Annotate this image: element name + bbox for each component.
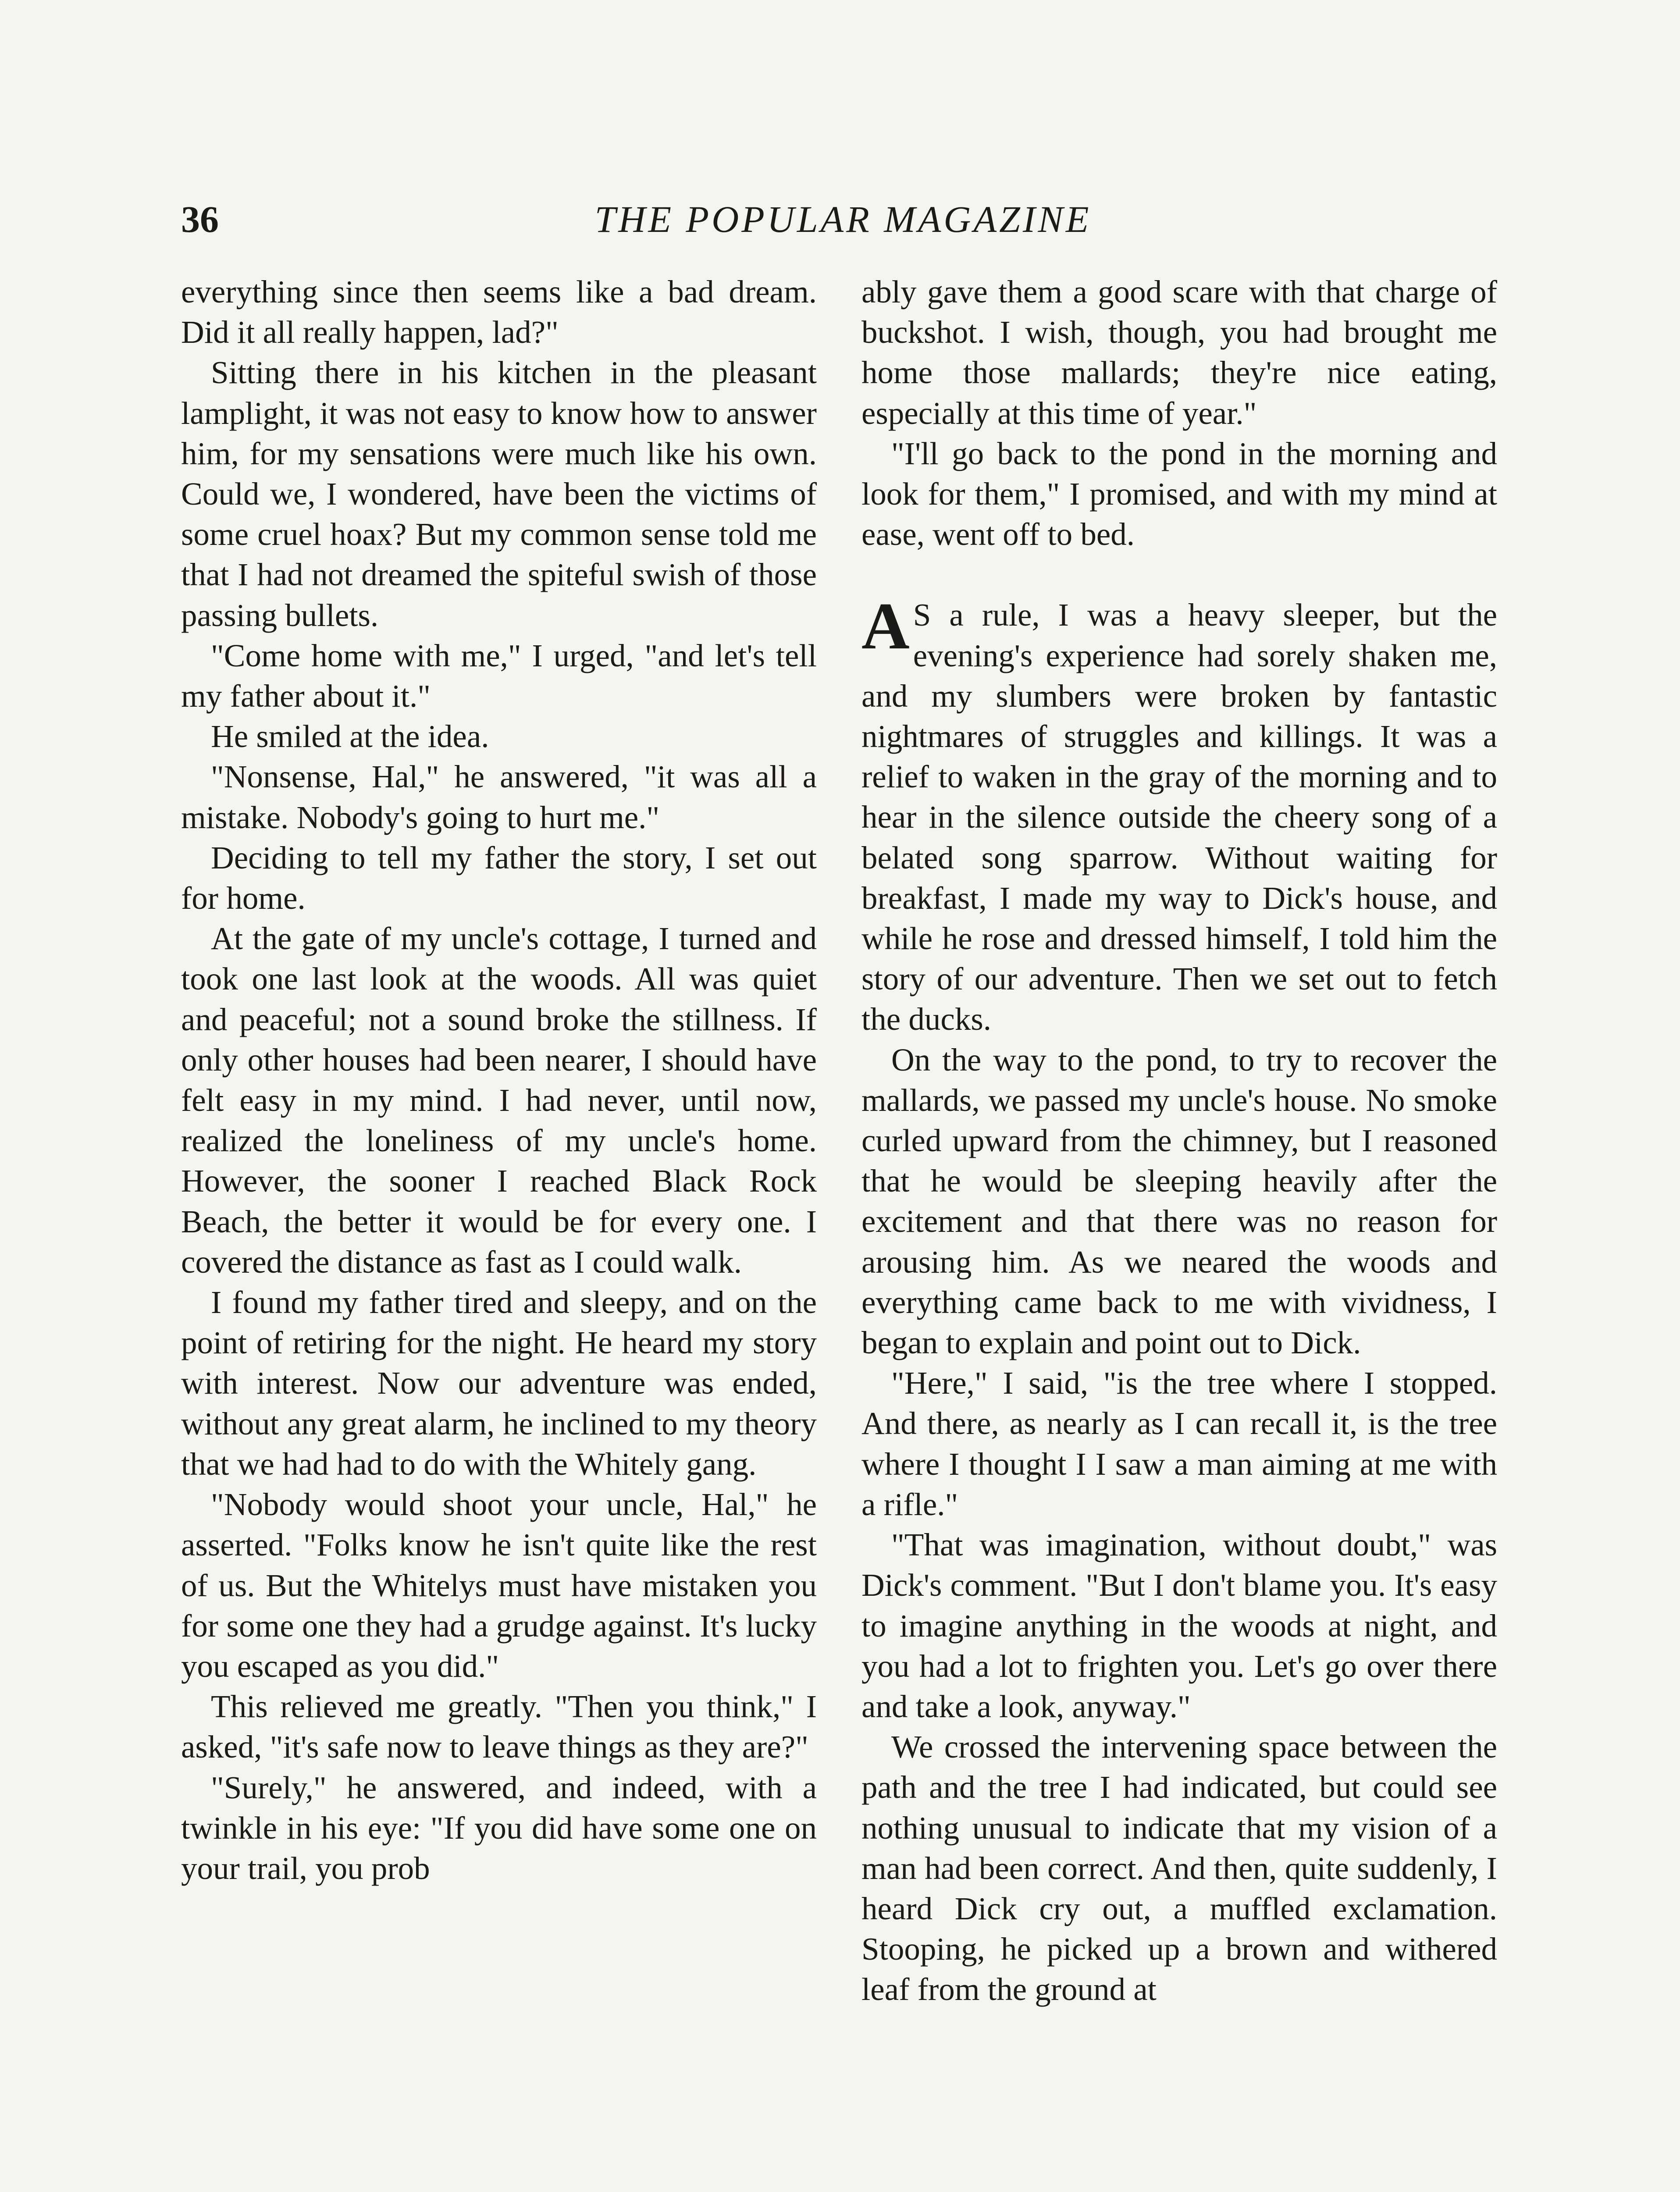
paragraph: Sitting there in his kitchen in the pleasant lamplight, it was not easy to know how to answer him, for my sensations were much like his own. Could we, I wondered, have been the victims of some cruel hoax? But my common sense told me that I had not dreamed the spiteful swish of those passing bullets. [181, 355, 817, 633]
paragraph: everything since then seems like a bad dream. Did it all really happen, lad?" [181, 274, 817, 350]
paragraph: This relieved me greatly. "Then you think," I asked, "it's safe now to leave things as they are?" [181, 1689, 817, 1765]
section-break [861, 555, 1497, 595]
paragraph: "Surely," he answered, and indeed, with a twinkle in his eye: "If you did have some one on your trail, you prob [181, 1769, 817, 1886]
paragraph: On the way to the pond, to try to recover the mallards, we passed my uncle's house. No smoke curled upward from the chimney, but I reasoned that he would be sleeping heavily after the excitement and that there was no reason for arousing him. As we neared the woods and everything came back to me with vividness, I began to explain and point out to Dick. [861, 1042, 1497, 1361]
paragraph: We crossed the intervening space between the path and the tree I had indicated, but could see nothing unusual to indicate that my vision of a man had been correct. And then, quite suddenly, I heard Dick cry out, a muffled exclamation. Stooping, he picked up a brown and withered leaf from the ground at [861, 1729, 1497, 2007]
dropcap-paragraph-text: S a rule, I was a heavy sleeper, but the evening's experience had sorely shaken me, and my slumbers were broken by fantastic nightmares of struggles and killings. It was a relief to waken in the gray of the morning and to hear in the silence outside the cheery song of a belated song sparrow. Without waiting for breakfast, I made my way to Dick's house, and while he rose and dressed himself, I told him the story of our adventure. Then we set out to fetch the ducks. [861, 597, 1497, 1037]
paragraph: At the gate of my uncle's cottage, I turned and took one last look at the woods. All was quiet and peaceful; not a sound broke the stillness. If only other houses had been nearer, I should have felt easy in my mind. I had never, until now, realized the loneliness of my uncle's home. However, the sooner I reached Black Rock Beach, the better it would be for every one. I covered the distance as fast as I could walk. [181, 921, 817, 1280]
paragraph: "That was imagination, without doubt," was Dick's comment. "But I don't blame you. It's easy to imagine anything in the woods at night, and you had a lot to frighten you. Let's go over there and take a look, anyway." [861, 1527, 1497, 1724]
paragraph: Deciding to tell my father the story, I set out for home. [181, 840, 817, 916]
paragraph: I found my father tired and sleepy, and on the point of retiring for the night. He heard my story with interest. Now our adventure was ended, without any great alarm, he inclined to my theory that we had had to do with the Whitely gang. [181, 1285, 817, 1482]
paragraph: "Nonsense, Hal," he answered, "it was all a mistake. Nobody's going to hurt me." [181, 759, 817, 835]
drop-cap: A [861, 589, 910, 663]
paragraph: "Here," I said, "is the tree where I stopped. And there, as nearly as I can recall it, is the tree where I thought I I saw a man aiming at me with a rifle." [861, 1365, 1497, 1522]
dropcap-paragraph [861, 589, 1497, 1039]
page-number: 36 [181, 198, 219, 240]
left-column [181, 272, 817, 1889]
paragraph: "I'll go back to the pond in the morning and look for them," I promised, and with my mind at ease, went off to bed. [861, 435, 1497, 552]
right-column [861, 272, 1497, 2010]
paragraph: ably gave them a good scare with that charge of buckshot. I wish, though, you had brought me home those mallards; they're nice eating, especially at this time of year." [861, 274, 1497, 431]
paragraph: "Nobody would shoot your uncle, Hal," he asserted. "Folks know he isn't quite like the rest of us. But the Whitelys must have mistaken you for some one they had a grudge against. It's lucky you escaped as you did." [181, 1487, 817, 1684]
running-title: THE POPULAR MAGAZINE [594, 198, 1092, 240]
paragraph: "Come home with me," I urged, "and let's tell my father about it." [181, 637, 817, 714]
paragraph: He smiled at the idea. [211, 719, 489, 754]
page-header [181, 193, 1505, 246]
